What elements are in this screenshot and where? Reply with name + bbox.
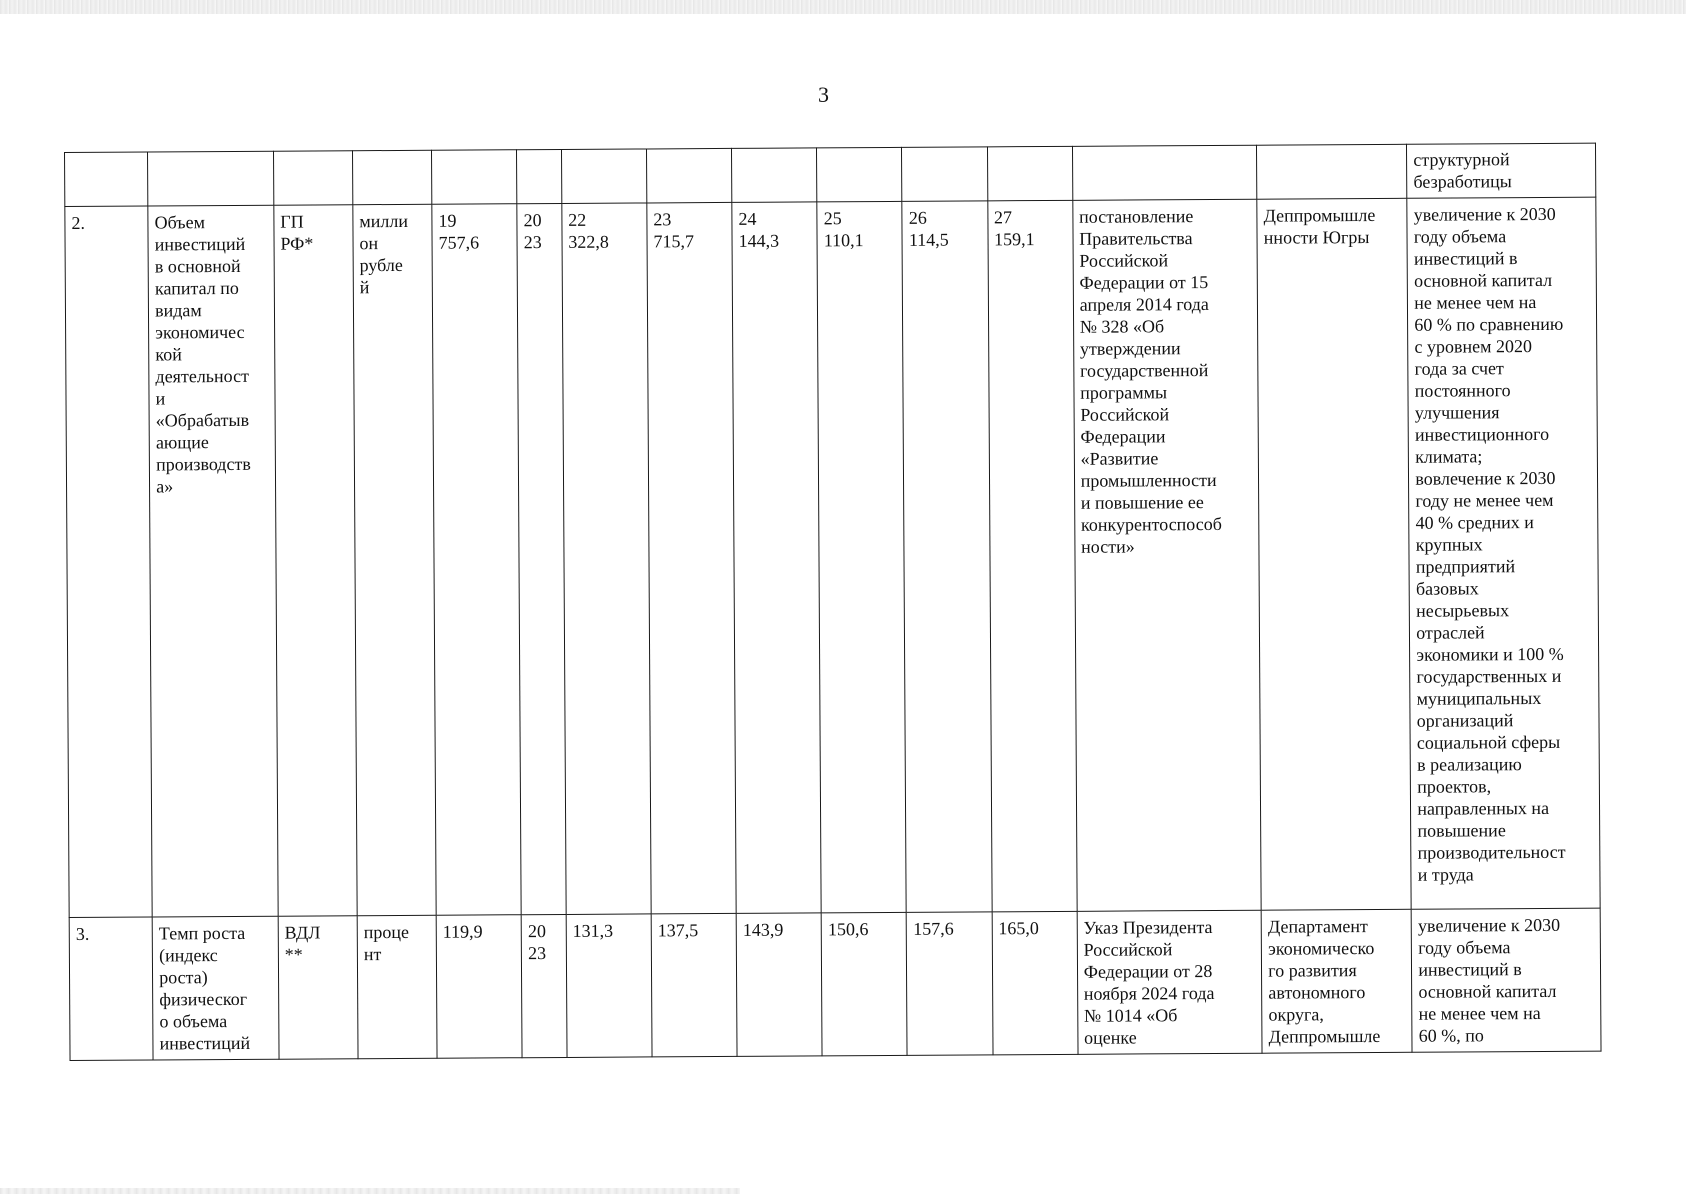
page-number: 3 [818,82,829,107]
indicators-table [64,143,1602,1061]
cell-document: Указ Президента Российской Федерации от 28 ноября 2024 года № 1014 «Об оценке [1077,910,1262,1054]
cell-empty [646,148,731,203]
cell-value-2025: 131,3 [566,914,652,1058]
cell-value-2030: 27 159,1 [987,200,1076,912]
cell-base-value: 119,9 [436,915,522,1059]
cell-empty [902,147,987,202]
cell-document: постановление Правительства Российской Федерации от 15 апреля 2014 года № 328 «Об утверждении государственной программы Российской Федерации «Развитие промышленности и повышение ее конкурентоспособ ности» [1073,199,1262,911]
cell-empty [987,146,1072,201]
cell-indicator: Объем инвестиций в основной капитал по видам экономичес кой деятельност и «Обрабатыв ающие производств а» [148,205,278,917]
cell-value-2027: 24 144,3 [732,202,821,914]
cell-empty [148,151,274,206]
cell-empty [1257,144,1407,199]
cell-empty [431,150,516,205]
cell-value-2030: 165,0 [992,911,1078,1055]
cell-empty [352,150,431,204]
cell-unit: милли он рубле й [353,204,436,915]
table-row [65,197,1600,917]
scan-edge-top [0,0,1686,14]
cell-empty [517,149,562,203]
scan-edge-bottom [0,1188,740,1194]
cell-value-2028: 25 110,1 [817,201,906,913]
cell-value-2029: 157,6 [907,912,993,1056]
cell-value-2027: 143,9 [736,913,822,1057]
cell-value-2026: 137,5 [651,913,737,1057]
cell-row-number: 3. [69,917,153,1061]
cell-value-2029: 26 114,5 [902,201,991,913]
cell-goal: увеличение к 2030 году объема инвестиций в основной капитал не менее чем на 60 % по сравнению с уровнем 2020 года за счет постоянного улучшения инвестиционного климата; вовлечение к 2030 году не менее чем 40 % средних и крупных предприятий базовых несырьевых отраслей экономики и 100 % государственных и муниципальных организаций социальной сферы в реализацию проектов, направленных на повышение производительност и труда [1407,197,1600,909]
cell-base-year: 20 23 [517,203,566,914]
cell-value-2026: 23 715,7 [647,202,736,914]
cell-value-2028: 150,6 [821,912,907,1056]
cell-responsible: Деппромышле нности Югры [1257,198,1411,910]
cell-responsible: Департамент экономическо го развития автономного округа, Деппромышле [1261,909,1412,1053]
cell-level: ГП РФ* [274,205,357,916]
table-row [69,908,1601,1060]
cell-empty [817,147,902,202]
cell-empty [1072,145,1257,200]
cell-empty [732,148,817,203]
cell-indicator: Темп роста (индекс роста) физическог о объема инвестиций [152,916,279,1060]
cell-goal-continued: структурной безработицы [1407,143,1596,198]
cell-goal: увеличение к 2030 году объема инвестиций в основной капитал не менее чем на 60 %, по [1411,908,1601,1052]
cell-row-number: 2. [65,206,152,917]
table-row-continuation [65,143,1596,206]
cell-empty [65,152,148,207]
cell-empty [561,149,646,204]
cell-level: ВДЛ ** [278,916,358,1059]
cell-unit: проце нт [357,915,437,1058]
cell-value-2025: 22 322,8 [562,203,651,915]
cell-base-value: 19 757,6 [432,204,521,916]
cell-empty [273,151,352,205]
cell-base-year: 20 23 [521,914,566,1057]
